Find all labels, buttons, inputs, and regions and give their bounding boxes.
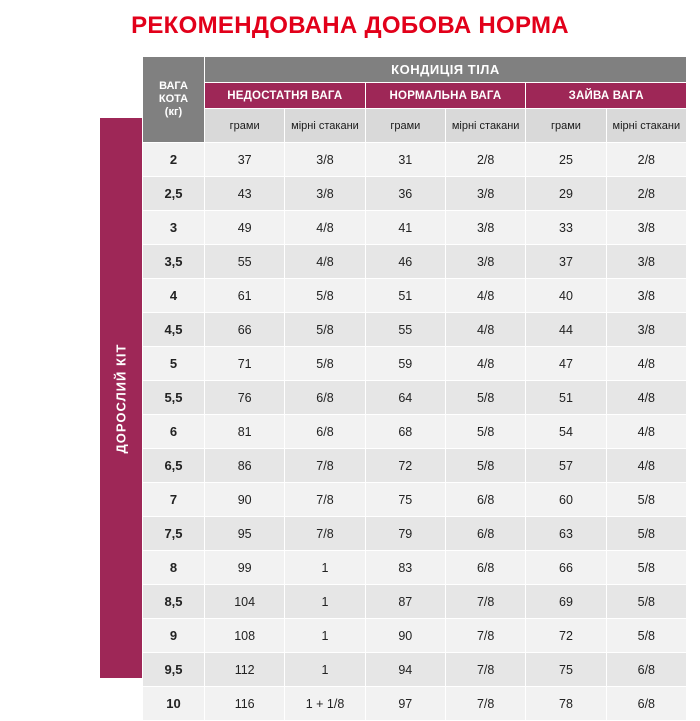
cell-value: 5/8 [445, 381, 525, 415]
cell-value: 4/8 [606, 381, 686, 415]
cell-value: 6/8 [285, 381, 365, 415]
cell-value: 5/8 [285, 313, 365, 347]
cell-value: 1 [285, 653, 365, 687]
cell-value: 64 [365, 381, 445, 415]
cell-weight: 9 [143, 619, 205, 653]
cell-value: 40 [526, 279, 606, 313]
cell-value: 4/8 [606, 415, 686, 449]
cell-value: 69 [526, 585, 606, 619]
cell-value: 104 [205, 585, 285, 619]
cell-weight: 5,5 [143, 381, 205, 415]
cell-value: 25 [526, 143, 606, 177]
side-label-adult-cat [100, 118, 142, 678]
cell-value: 5/8 [606, 551, 686, 585]
cell-weight: 7,5 [143, 517, 205, 551]
cell-value: 1 [285, 551, 365, 585]
cell-value: 2/8 [445, 143, 525, 177]
header-sub-grams-2: грами [365, 109, 445, 143]
table-row [143, 653, 687, 687]
cell-weight: 9,5 [143, 653, 205, 687]
table-row [143, 143, 687, 177]
cell-value: 108 [205, 619, 285, 653]
cell-value: 31 [365, 143, 445, 177]
header-sub-cups-1: мірні стакани [285, 109, 365, 143]
cell-weight: 7 [143, 483, 205, 517]
cell-value: 41 [365, 211, 445, 245]
cell-value: 5/8 [606, 517, 686, 551]
header-weight-col [143, 57, 205, 143]
cell-value: 5/8 [606, 619, 686, 653]
cell-value: 46 [365, 245, 445, 279]
cell-weight: 3,5 [143, 245, 205, 279]
cell-value: 4/8 [285, 245, 365, 279]
cell-value: 3/8 [445, 177, 525, 211]
cell-value: 5/8 [606, 585, 686, 619]
cell-value: 3/8 [606, 211, 686, 245]
cell-value: 4/8 [445, 347, 525, 381]
header-sub-cups-2: мірні стакани [445, 109, 525, 143]
side-label-text: ДОРОСЛИЙ КІТ [113, 343, 129, 453]
feeding-table-container [142, 56, 687, 721]
cell-value: 2/8 [606, 143, 686, 177]
header-group-underweight: НЕДОСТАТНЯ ВАГА [205, 83, 366, 109]
header-sub-grams-1: грами [205, 109, 285, 143]
cell-value: 6/8 [285, 415, 365, 449]
table-header-row-2 [143, 83, 687, 109]
cell-weight: 4,5 [143, 313, 205, 347]
feeding-table [142, 56, 687, 721]
cell-value: 5/8 [285, 347, 365, 381]
table-row [143, 347, 687, 381]
cell-weight: 4 [143, 279, 205, 313]
cell-value: 87 [365, 585, 445, 619]
cell-value: 4/8 [606, 347, 686, 381]
cell-value: 6/8 [445, 483, 525, 517]
table-row [143, 245, 687, 279]
cell-value: 6/8 [445, 551, 525, 585]
cell-value: 3/8 [606, 245, 686, 279]
cell-value: 2/8 [606, 177, 686, 211]
cell-value: 72 [526, 619, 606, 653]
cell-value: 75 [526, 653, 606, 687]
cell-weight: 10 [143, 687, 205, 721]
cell-value: 116 [205, 687, 285, 721]
cell-value: 3/8 [606, 313, 686, 347]
cell-value: 5/8 [445, 449, 525, 483]
table-row [143, 381, 687, 415]
table-row [143, 585, 687, 619]
cell-value: 59 [365, 347, 445, 381]
table-head [143, 57, 687, 143]
cell-value: 6/8 [606, 653, 686, 687]
header-weight-line2: КОТА [158, 93, 189, 105]
cell-value: 5/8 [606, 483, 686, 517]
header-weight-line3: (кг) [164, 106, 183, 118]
cell-weight: 6,5 [143, 449, 205, 483]
table-header-row-3 [143, 109, 687, 143]
cell-value: 51 [365, 279, 445, 313]
cell-value: 76 [205, 381, 285, 415]
cell-value: 90 [205, 483, 285, 517]
cell-value: 7/8 [445, 619, 525, 653]
cell-value: 54 [526, 415, 606, 449]
header-group-overweight: ЗАЙВА ВАГА [526, 83, 687, 109]
header-body-condition: КОНДИЦІЯ ТІЛА [205, 57, 687, 83]
header-sub-cups-3: мірні стакани [606, 109, 686, 143]
cell-value: 6/8 [445, 517, 525, 551]
table-row [143, 619, 687, 653]
cell-value: 1 [285, 619, 365, 653]
cell-value: 72 [365, 449, 445, 483]
cell-value: 29 [526, 177, 606, 211]
table-header-row-1 [143, 57, 687, 83]
cell-value: 3/8 [445, 245, 525, 279]
cell-value: 55 [365, 313, 445, 347]
cell-weight: 2,5 [143, 177, 205, 211]
cell-value: 37 [205, 143, 285, 177]
cell-value: 90 [365, 619, 445, 653]
cell-value: 47 [526, 347, 606, 381]
cell-weight: 6 [143, 415, 205, 449]
page-title: РЕКОМЕНДОВАНА ДОБОВА НОРМА [131, 12, 569, 39]
cell-value: 5/8 [445, 415, 525, 449]
cell-value: 4/8 [445, 313, 525, 347]
cell-value: 44 [526, 313, 606, 347]
header-weight-line1: ВАГА [159, 80, 188, 92]
cell-value: 7/8 [445, 687, 525, 721]
cell-value: 7/8 [285, 517, 365, 551]
cell-value: 81 [205, 415, 285, 449]
table-row [143, 551, 687, 585]
cell-value: 7/8 [445, 653, 525, 687]
header-sub-grams-3: грами [526, 109, 606, 143]
cell-value: 99 [205, 551, 285, 585]
cell-value: 63 [526, 517, 606, 551]
cell-value: 1 [285, 585, 365, 619]
cell-value: 86 [205, 449, 285, 483]
table-row [143, 211, 687, 245]
cell-value: 36 [365, 177, 445, 211]
table-row [143, 279, 687, 313]
cell-value: 71 [205, 347, 285, 381]
table-body [143, 143, 687, 721]
cell-value: 55 [205, 245, 285, 279]
cell-value: 3/8 [606, 279, 686, 313]
cell-value: 4/8 [285, 211, 365, 245]
cell-value: 94 [365, 653, 445, 687]
cell-value: 33 [526, 211, 606, 245]
cell-value: 83 [365, 551, 445, 585]
cell-value: 61 [205, 279, 285, 313]
cell-value: 3/8 [445, 211, 525, 245]
cell-value: 79 [365, 517, 445, 551]
cell-value: 4/8 [606, 449, 686, 483]
cell-value: 4/8 [445, 279, 525, 313]
cell-weight: 3 [143, 211, 205, 245]
cell-value: 3/8 [285, 177, 365, 211]
cell-value: 97 [365, 687, 445, 721]
table-row [143, 517, 687, 551]
cell-value: 57 [526, 449, 606, 483]
table-row [143, 449, 687, 483]
table-row [143, 687, 687, 721]
table-row [143, 313, 687, 347]
cell-value: 49 [205, 211, 285, 245]
cell-value: 3/8 [285, 143, 365, 177]
header-group-normalweight: НОРМАЛЬНА ВАГА [365, 83, 526, 109]
cell-value: 66 [526, 551, 606, 585]
cell-value: 1 + 1/8 [285, 687, 365, 721]
cell-value: 51 [526, 381, 606, 415]
cell-weight: 8,5 [143, 585, 205, 619]
cell-weight: 5 [143, 347, 205, 381]
cell-value: 37 [526, 245, 606, 279]
cell-value: 68 [365, 415, 445, 449]
cell-weight: 8 [143, 551, 205, 585]
cell-value: 112 [205, 653, 285, 687]
cell-value: 7/8 [445, 585, 525, 619]
table-row [143, 483, 687, 517]
cell-value: 60 [526, 483, 606, 517]
cell-value: 7/8 [285, 449, 365, 483]
cell-value: 78 [526, 687, 606, 721]
cell-value: 43 [205, 177, 285, 211]
cell-value: 7/8 [285, 483, 365, 517]
cell-value: 6/8 [606, 687, 686, 721]
cell-value: 95 [205, 517, 285, 551]
cell-value: 5/8 [285, 279, 365, 313]
cell-value: 66 [205, 313, 285, 347]
table-row [143, 177, 687, 211]
cell-weight: 2 [143, 143, 205, 177]
cell-value: 75 [365, 483, 445, 517]
table-row [143, 415, 687, 449]
